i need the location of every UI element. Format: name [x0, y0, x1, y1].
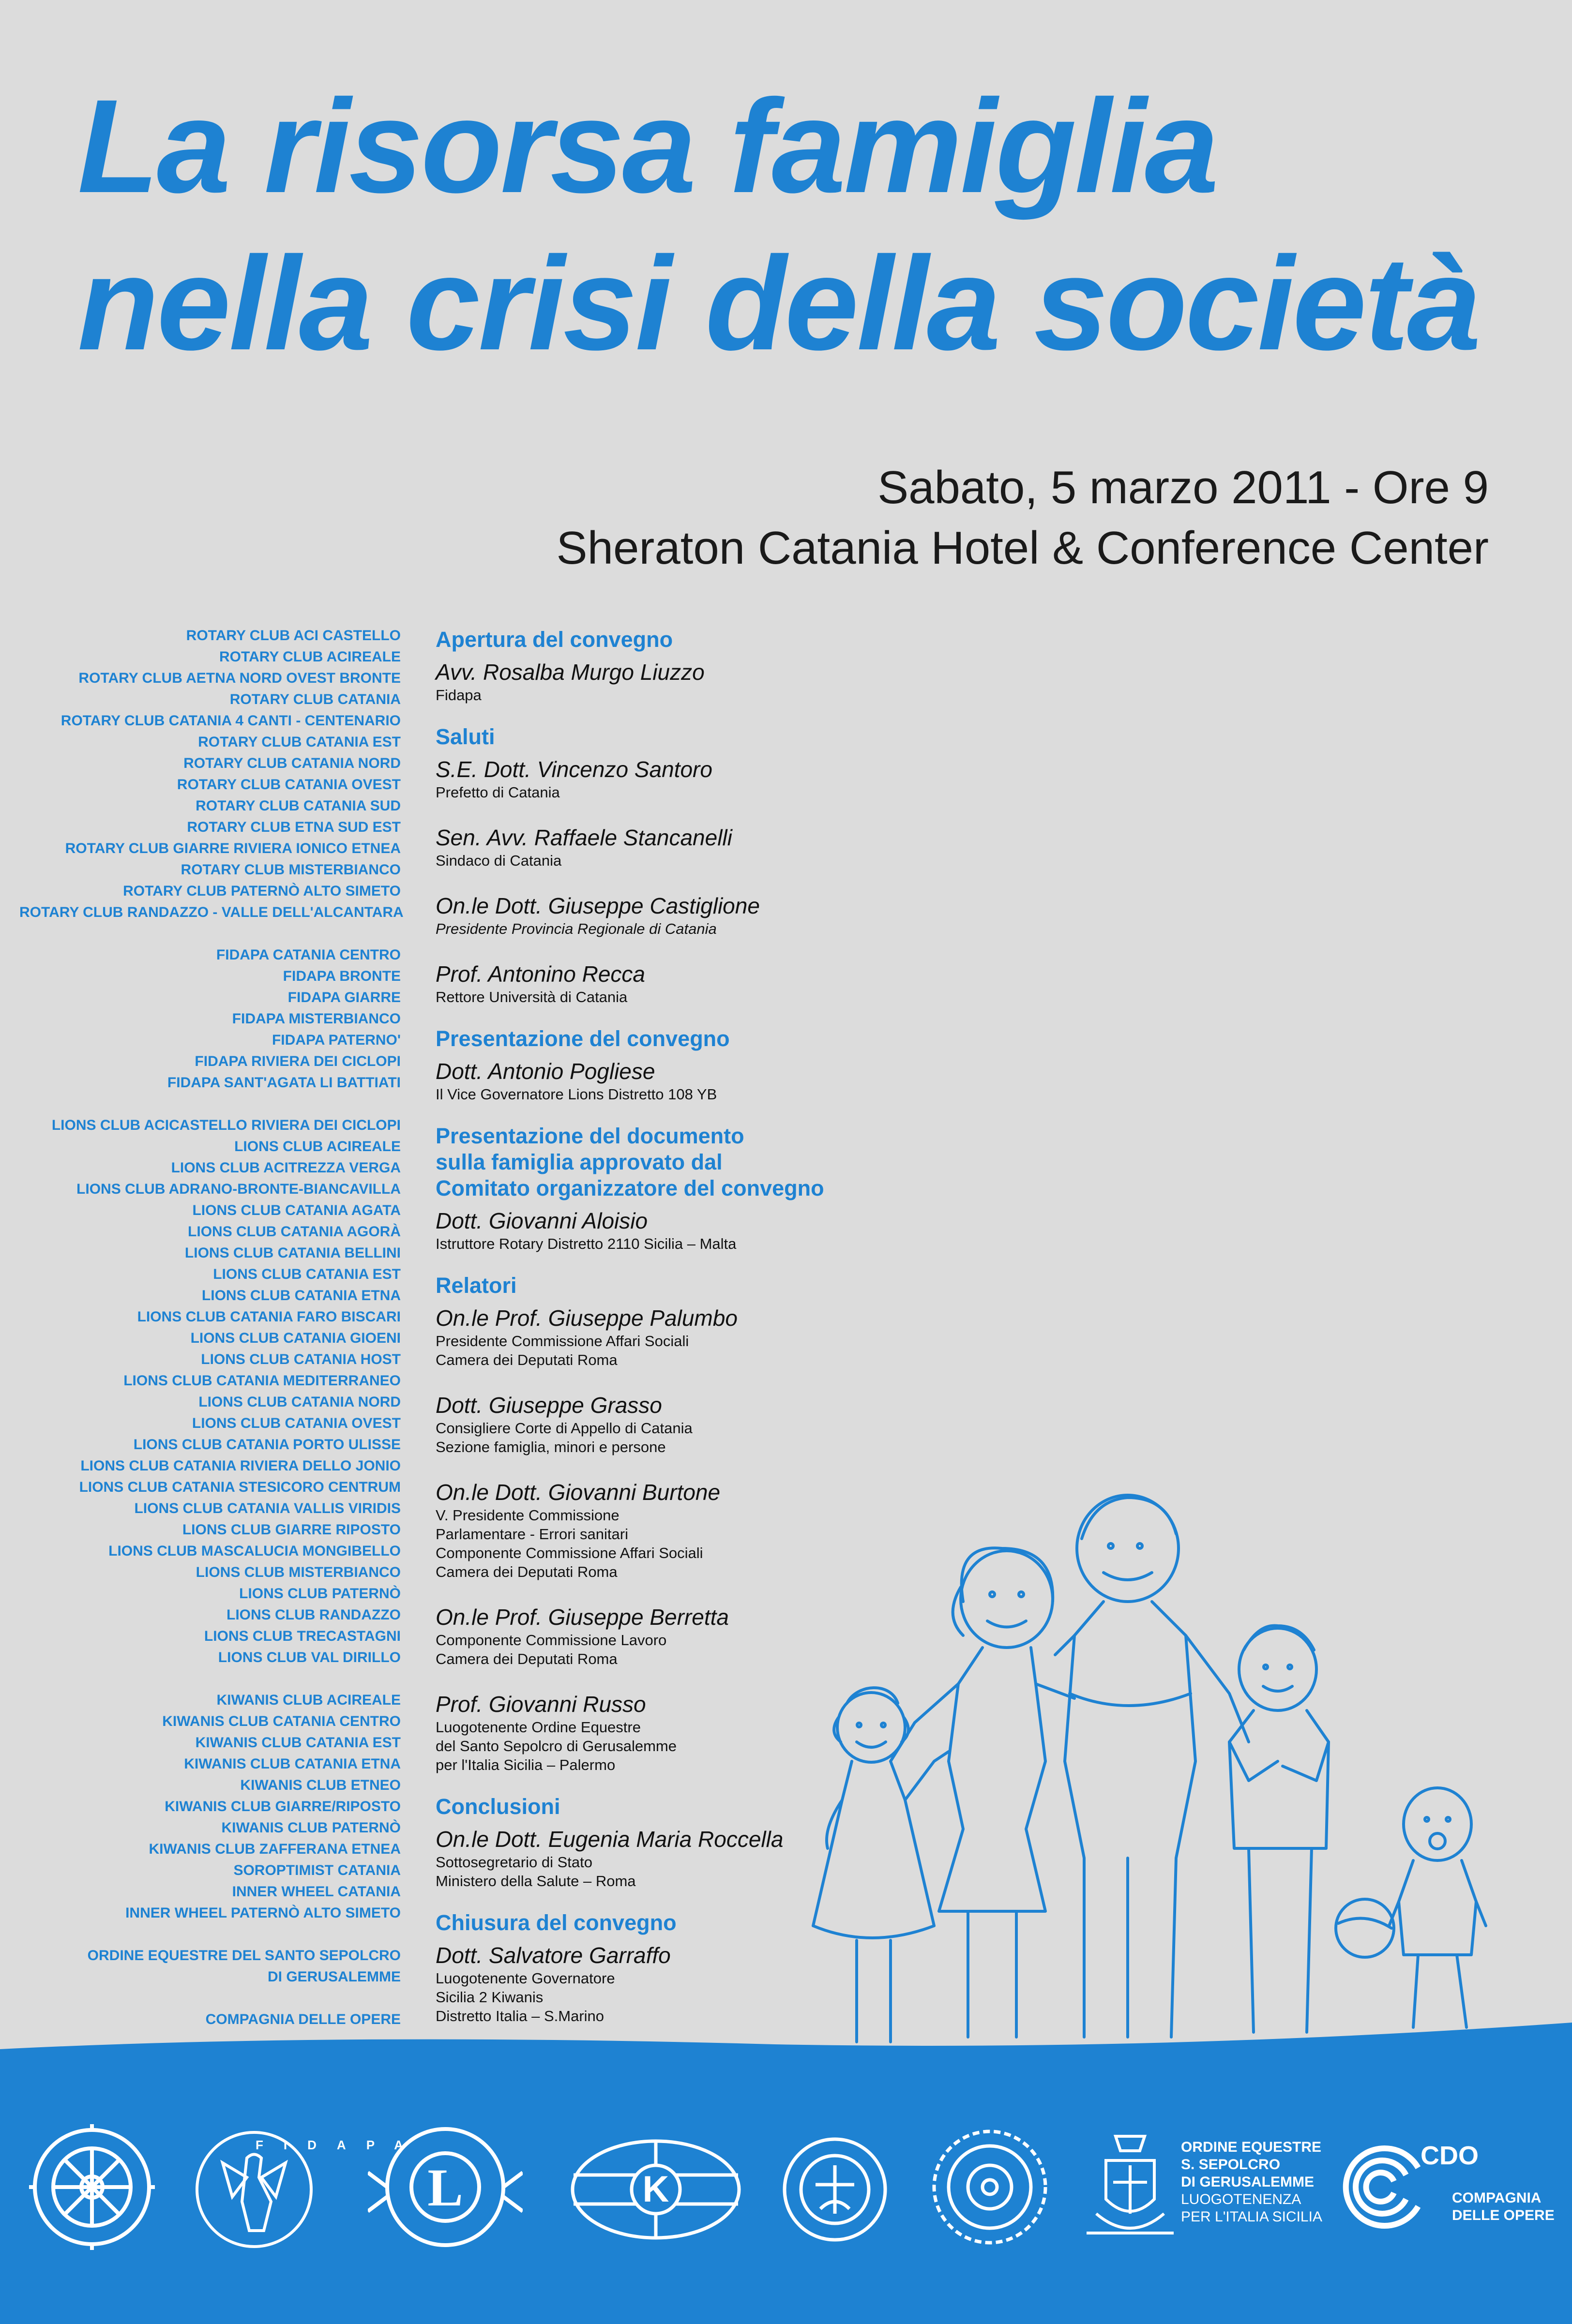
sponsor-group-fidapa [19, 945, 401, 1094]
section-documento [436, 1207, 871, 1253]
sponsor-group-lions [19, 1115, 401, 1668]
speaker-name: S.E. Dott. Vincenzo Santoro [436, 757, 712, 782]
rotary-wheel-icon [29, 2124, 155, 2250]
speaker-role: Sicilia 2 Kiwanis [436, 1989, 544, 2006]
baby-figure [1389, 1788, 1486, 2027]
kiwanis-emblem-icon [569, 2136, 743, 2243]
fidapa-letters: FIDAPA [256, 2138, 423, 2152]
sponsor-item: LIONS CLUB ACIREALE [234, 1139, 401, 1155]
girl-figure [813, 1688, 949, 2042]
speaker-name: Avv. Rosalba Murgo Liuzzo [436, 660, 705, 685]
speaker-role: Camera dei Deputati Roma [436, 1351, 618, 1368]
sponsor-item: FIDAPA BRONTE [283, 968, 401, 984]
sponsor-item: LIONS CLUB TRECASTAGNI [204, 1628, 401, 1644]
sponsor-item: LIONS CLUB CATANIA AGORÀ [188, 1224, 401, 1240]
sponsor-item: LIONS CLUB CATANIA RIVIERA DELLO JONIO [80, 1458, 401, 1474]
father-figure [1055, 1495, 1249, 2037]
speaker-name: Sen. Avv. Raffaele Stancanelli [436, 825, 732, 850]
ordine-equestre-crest-icon [1087, 2131, 1174, 2243]
speaker-role: Ministero della Salute – Roma [436, 1873, 636, 1889]
sponsor-item: ROTARY CLUB RANDAZZO - VALLE DELL'ALCANTARA [19, 904, 404, 920]
sponsor-item: LIONS CLUB CATANIA PORTO ULISSE [133, 1437, 401, 1453]
sponsor-item: FIDAPA PATERNO' [272, 1032, 401, 1048]
sponsor-item: LIONS CLUB CATANIA STESICORO CENTRUM [79, 1479, 401, 1495]
section-heading-presentazione: Presentazione del convegno [436, 1026, 730, 1051]
speaker-role: Sottosegretario di Stato [436, 1854, 592, 1871]
sponsor-item: LIONS CLUB CATANIA HOST [201, 1351, 401, 1367]
sponsor-item: KIWANIS CLUB CATANIA CENTRO [162, 1713, 401, 1729]
speaker-name: Prof. Antonino Recca [436, 961, 645, 987]
speaker-role: Parlamentare - Errori sanitari [436, 1526, 628, 1543]
sponsor-item: LIONS CLUB CATANIA FARO BISCARI [137, 1309, 401, 1325]
sponsor-item: LIONS CLUB CATANIA AGATA [192, 1202, 401, 1218]
sponsor-item: INNER WHEEL PATERNÒ ALTO SIMETO [125, 1905, 401, 1921]
sponsor-item: ROTARY CLUB CATANIA OVEST [177, 777, 401, 793]
speaker-entry [436, 892, 871, 938]
sponsor-item: ROTARY CLUB ACIREALE [219, 649, 401, 665]
speaker-entry [436, 1207, 871, 1253]
sponsor-item: ROTARY CLUB CATANIA [229, 691, 401, 707]
sponsor-group-kiwanis [19, 1690, 401, 1924]
sponsor-item: LIONS CLUB RANDAZZO [227, 1607, 401, 1623]
heading-line: Comitato organizzatore del convegno [436, 1176, 824, 1200]
sponsor-item: INNER WHEEL CATANIA [232, 1884, 401, 1900]
sponsor-item: LIONS CLUB CATANIA EST [213, 1266, 401, 1282]
sponsor-item: KIWANIS CLUB ETNEO [240, 1777, 401, 1793]
speaker-entry [436, 960, 871, 1006]
sponsor-item: KIWANIS CLUB ACIREALE [216, 1692, 401, 1708]
sponsor-item: ROTARY CLUB CATANIA SUD [196, 798, 401, 814]
sponsor-item: KIWANIS CLUB ZAFFERANA ETNEA [149, 1841, 401, 1857]
sponsor-list [19, 625, 404, 2052]
sponsor-item: ORDINE EQUESTRE DEL SANTO SEPOLCRO [87, 1948, 401, 1964]
cdo-spiral-icon [1336, 2139, 1433, 2235]
sponsor-item: LIONS CLUB CATANIA BELLINI [184, 1245, 401, 1261]
speaker-name: On.le Dott. Giovanni Burtone [436, 1480, 721, 1505]
speaker-name: On.le Prof. Giuseppe Berretta [436, 1604, 729, 1630]
speaker-role: del Santo Sepolcro di Gerusalemme [436, 1738, 677, 1754]
cdo-acronym: CDO [1421, 2141, 1479, 2170]
heading-line: sulla famiglia approvato dal [436, 1150, 723, 1174]
speaker-entry [436, 1058, 871, 1104]
speaker-role: Sindaco di Catania [436, 852, 562, 869]
inner-wheel-emblem-icon [929, 2127, 1050, 2248]
sponsor-item: ROTARY CLUB AETNA NORD OVEST BRONTE [78, 670, 401, 686]
section-saluti [436, 756, 871, 1006]
family-drawing-illustration [794, 1490, 1500, 2052]
speaker-role: Presidente Commissione Affari Sociali [436, 1333, 689, 1349]
speaker-role: Istruttore Rotary Distretto 2110 Sicilia – Malta [436, 1235, 737, 1252]
sponsor-item: ROTARY CLUB MISTERBIANCO [181, 862, 401, 878]
sponsor-item: ROTARY CLUB PATERNÒ ALTO SIMETO [123, 883, 401, 899]
sponsor-item: LIONS CLUB CATANIA GIOENI [190, 1330, 401, 1346]
event-info [557, 457, 1489, 578]
speaker-role: Componente Commissione Affari Sociali [436, 1544, 703, 1561]
sponsor-item: ROTARY CLUB ETNA SUD EST [187, 819, 401, 835]
sponsor-item: LIONS CLUB VAL DIRILLO [218, 1649, 401, 1665]
svg-text:K: K [642, 2169, 669, 2210]
sponsor-item: FIDAPA MISTERBIANCO [232, 1011, 401, 1027]
sponsor-item: LIONS CLUB MASCALUCIA MONGIBELLO [108, 1543, 401, 1559]
sponsor-item: DI GERUSALEMME [267, 1969, 401, 1985]
speaker-name: On.le Dott. Eugenia Maria Roccella [436, 1827, 784, 1852]
ordine-logo-text: ORDINE EQUESTRE S. SEPOLCRO DI GERUSALEMME LUOGOTENENZA PER L'ITALIA SICILIA [1181, 2139, 1322, 2225]
sponsor-item: LIONS CLUB PATERNÒ [239, 1586, 401, 1602]
speaker-name: Prof. Giovanni Russo [436, 1692, 646, 1717]
sponsor-item: ROTARY CLUB CATANIA NORD [183, 755, 401, 771]
sponsor-item: LIONS CLUB CATANIA VALLIS VIRIDIS [134, 1500, 401, 1516]
speaker-role: Distretto Italia – S.Marino [436, 2008, 605, 2024]
speaker-role: Il Vice Governatore Lions Distretto 108 YB [436, 1086, 717, 1103]
speaker-entry [436, 1392, 871, 1456]
sponsor-item: LIONS CLUB CATANIA NORD [198, 1394, 401, 1410]
section-heading-conclusioni: Conclusioni [436, 1794, 560, 1819]
sponsor-item: KIWANIS CLUB CATANIA EST [195, 1735, 401, 1751]
speaker-role: Sezione famiglia, minori e persone [436, 1439, 666, 1455]
title-line-1: La risorsa famiglia [77, 72, 1217, 221]
speaker-role: Rettore Università di Catania [436, 989, 628, 1005]
speaker-name: Dott. Antonio Pogliese [436, 1059, 655, 1084]
sponsor-item: LIONS CLUB GIARRE RIPOSTO [182, 1522, 401, 1538]
boy-figure [1229, 1626, 1329, 2032]
sponsor-group-rotary [19, 625, 404, 923]
speaker-name: On.le Prof. Giuseppe Palumbo [436, 1305, 738, 1331]
section-presentazione [436, 1058, 871, 1104]
event-venue: Sheraton Catania Hotel & Conference Center [556, 522, 1489, 574]
soroptimist-emblem-icon [782, 2131, 888, 2248]
speaker-role: Luogotenente Governatore [436, 1970, 615, 1987]
heading-line: Presentazione del documento [436, 1124, 744, 1148]
event-date: Sabato, 5 marzo 2011 - Ore 9 [877, 462, 1489, 513]
sponsor-item: ROTARY CLUB CATANIA EST [198, 734, 401, 750]
cdo-logo-text: COMPAGNIA DELLE OPERE [1452, 2190, 1555, 2223]
speaker-role: V. Presidente Commissione [436, 1507, 620, 1524]
sponsor-item: LIONS CLUB CATANIA MEDITERRANEO [123, 1373, 401, 1389]
sponsor-item: ROTARY CLUB GIARRE RIVIERA IONICO ETNEA [65, 840, 401, 856]
sponsor-item: LIONS CLUB ACITREZZA VERGA [171, 1160, 401, 1176]
sponsor-item: FIDAPA CATANIA CENTRO [216, 947, 401, 963]
sponsor-item: ROTARY CLUB ACI CASTELLO [186, 628, 401, 644]
speaker-role: Prefetto di Catania [436, 784, 560, 801]
sponsor-item: FIDAPA SANT'AGATA LI BATTIATI [167, 1075, 401, 1091]
sponsor-item: ROTARY CLUB CATANIA 4 CANTI - CENTENARIO [60, 713, 401, 729]
mother-figure [891, 1548, 1074, 2037]
sponsor-item: LIONS CLUB CATANIA ETNA [201, 1288, 401, 1304]
ball-drawing [1336, 1899, 1394, 1957]
speaker-entry [436, 824, 871, 870]
lions-emblem-icon [368, 2119, 523, 2255]
title-line-2: nella crisi della società [77, 229, 1479, 378]
speaker-role: Presidente Provincia Regionale di Catania [436, 920, 717, 937]
sponsor-item: LIONS CLUB ADRANO-BRONTE-BIANCAVILLA [76, 1181, 401, 1197]
sponsor-item: SOROPTIMIST CATANIA [233, 1862, 401, 1878]
section-apertura [436, 659, 871, 705]
section-heading-relatori: Relatori [436, 1273, 517, 1298]
speaker-role: Fidapa [436, 687, 482, 704]
sponsor-item: KIWANIS CLUB PATERNÒ [221, 1820, 401, 1836]
sponsor-item: LIONS CLUB ACICASTELLO RIVIERA DEI CICLOPI [51, 1117, 401, 1133]
section-heading-chiusura: Chiusura del convegno [436, 1910, 677, 1935]
sponsor-item: FIDAPA GIARRE [287, 990, 401, 1005]
section-heading-apertura: Apertura del convegno [436, 627, 673, 652]
speaker-role: Luogotenente Ordine Equestre [436, 1719, 641, 1736]
sponsor-item: LIONS CLUB MISTERBIANCO [196, 1564, 401, 1580]
sponsor-group-ordine [19, 1945, 401, 1988]
sponsor-item: KIWANIS CLUB GIARRE/RIPOSTO [165, 1799, 401, 1814]
speaker-role: Componente Commissione Lavoro [436, 1632, 667, 1649]
speaker-name: Dott. Giuseppe Grasso [436, 1393, 662, 1418]
speaker-name: Dott. Giovanni Aloisio [436, 1208, 648, 1233]
svg-text:L: L [427, 2158, 463, 2217]
speaker-entry [436, 1304, 871, 1369]
speaker-role: per l'Italia Sicilia – Palermo [436, 1756, 616, 1773]
poster-title [77, 68, 1554, 382]
section-heading-documento [436, 1123, 871, 1201]
sponsor-item: COMPAGNIA DELLE OPERE [205, 2011, 401, 2027]
speaker-role: Consigliere Corte di Appello di Catania [436, 1420, 693, 1437]
speaker-entry [436, 659, 871, 705]
sponsor-item: KIWANIS CLUB CATANIA ETNA [184, 1756, 401, 1772]
speaker-entry [436, 756, 871, 802]
sponsor-item: FIDAPA RIVIERA DEI CICLOPI [195, 1053, 401, 1069]
speaker-name: On.le Dott. Giuseppe Castiglione [436, 893, 760, 918]
speaker-name: Dott. Salvatore Garraffo [436, 1943, 671, 1968]
sponsor-item: LIONS CLUB CATANIA OVEST [192, 1415, 401, 1431]
speaker-role: Camera dei Deputati Roma [436, 1650, 618, 1667]
section-heading-saluti: Saluti [436, 724, 495, 749]
speaker-role: Camera dei Deputati Roma [436, 1563, 618, 1580]
